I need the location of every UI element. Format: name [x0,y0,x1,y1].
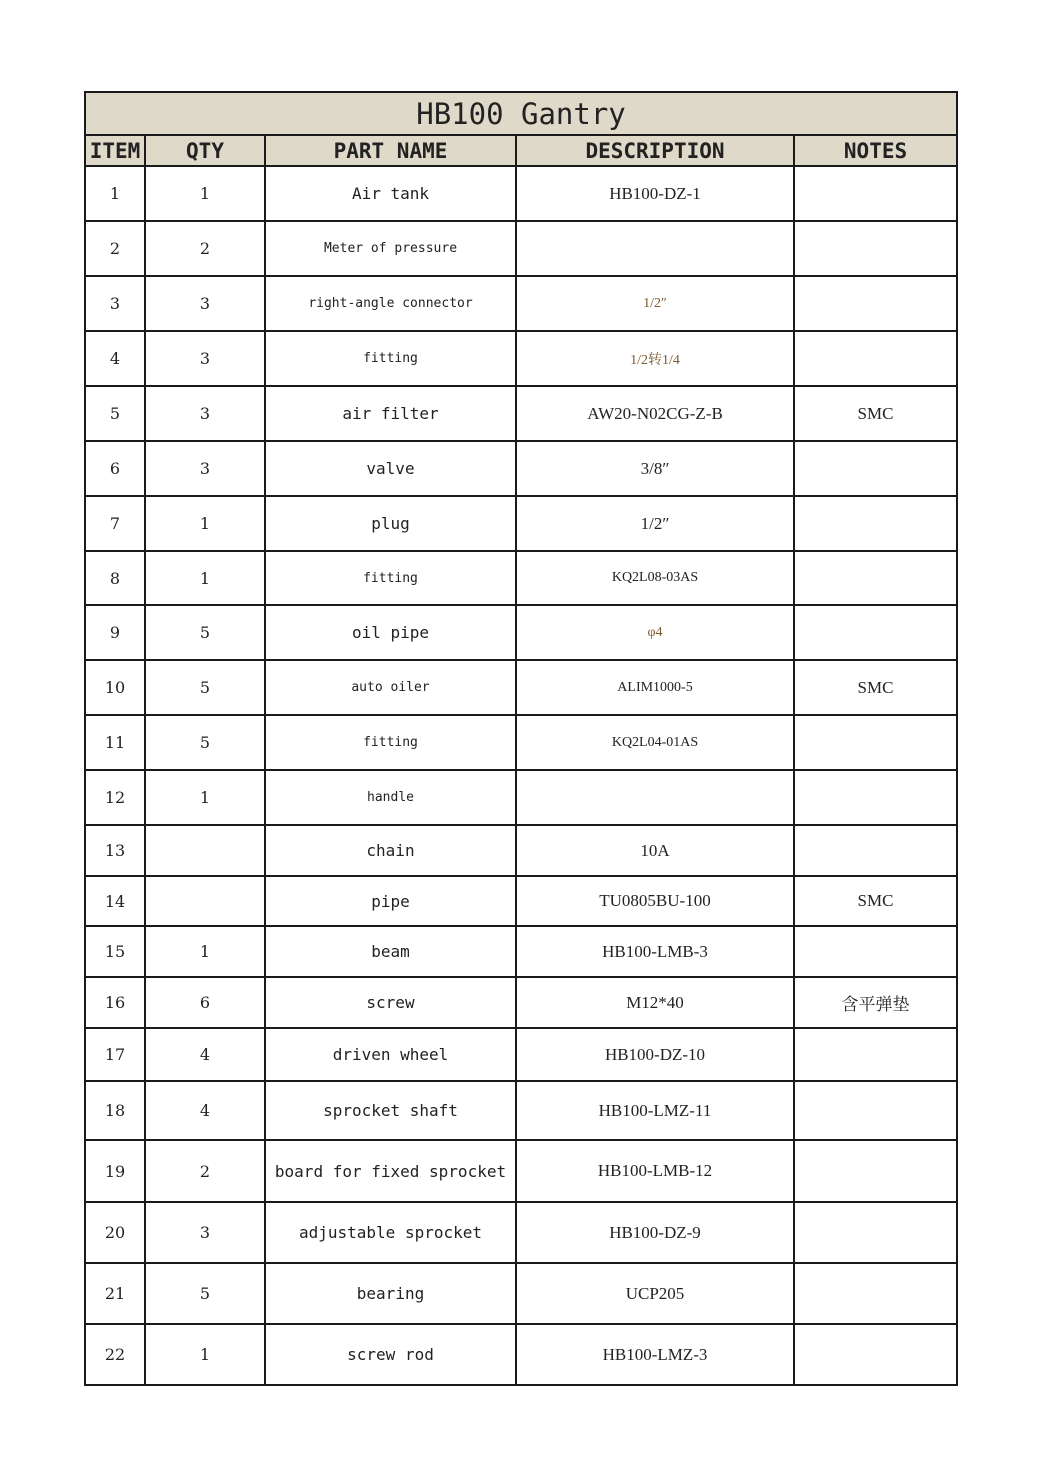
notes-cell [794,166,957,221]
table-row [85,496,957,551]
description-cell: 10A [516,825,794,876]
table-row [85,770,957,825]
item-cell: 6 [85,441,145,496]
notes-cell [794,825,957,876]
part-name-cell: fitting [265,551,516,605]
header-item: ITEM [85,135,145,166]
part-name-cell: pipe [265,876,516,926]
notes-cell: SMC [794,386,957,441]
description-cell: M12*40 [516,977,794,1028]
notes-cell [794,496,957,551]
qty-cell: 1 [145,770,265,825]
part-name-cell: sprocket shaft [265,1081,516,1140]
notes-cell [794,1140,957,1202]
item-cell: 1 [85,166,145,221]
part-name-cell: screw [265,977,516,1028]
item-cell: 5 [85,386,145,441]
table-row [85,1028,957,1081]
header-row [85,135,957,166]
qty-cell: 1 [145,166,265,221]
part-name-cell: Meter of pressure [265,221,516,276]
table-row [85,1202,957,1263]
item-cell: 8 [85,551,145,605]
table-row [85,825,957,876]
table-row [85,441,957,496]
qty-cell: 1 [145,551,265,605]
part-name-cell: oil pipe [265,605,516,660]
description-cell [516,221,794,276]
item-cell: 7 [85,496,145,551]
header-qty: QTY [145,135,265,166]
qty-cell: 1 [145,926,265,977]
table-row [85,221,957,276]
notes-cell [794,605,957,660]
table-row [85,331,957,386]
description-cell: 3/8″ [516,441,794,496]
part-name-cell: air filter [265,386,516,441]
notes-cell [794,331,957,386]
part-name-cell: Air tank [265,166,516,221]
qty-cell: 2 [145,221,265,276]
table-row [85,276,957,331]
item-cell: 22 [85,1324,145,1385]
description-cell: HB100-LMB-3 [516,926,794,977]
item-cell: 4 [85,331,145,386]
notes-cell [794,221,957,276]
qty-cell: 4 [145,1081,265,1140]
qty-cell: 6 [145,977,265,1028]
notes-cell [794,441,957,496]
description-cell: TU0805BU-100 [516,876,794,926]
part-name-cell: beam [265,926,516,977]
item-cell: 16 [85,977,145,1028]
description-cell: HB100-DZ-9 [516,1202,794,1263]
item-cell: 2 [85,221,145,276]
qty-cell: 3 [145,441,265,496]
header-notes: NOTES [794,135,957,166]
item-cell: 21 [85,1263,145,1324]
item-cell: 11 [85,715,145,770]
part-name-cell: bearing [265,1263,516,1324]
qty-cell: 5 [145,715,265,770]
table-row [85,876,957,926]
part-name-cell: screw rod [265,1324,516,1385]
notes-cell [794,1263,957,1324]
qty-cell: 3 [145,331,265,386]
description-cell: KQ2L08-03AS [516,551,794,605]
part-name-cell: fitting [265,331,516,386]
qty-cell: 5 [145,660,265,715]
part-name-cell: handle [265,770,516,825]
qty-cell: 3 [145,276,265,331]
item-cell: 18 [85,1081,145,1140]
description-cell: UCP205 [516,1263,794,1324]
part-name-cell: driven wheel [265,1028,516,1081]
item-cell: 10 [85,660,145,715]
title-row [85,92,957,135]
qty-cell: 1 [145,496,265,551]
description-cell: HB100-LMZ-3 [516,1324,794,1385]
description-cell: 1/2″ [516,496,794,551]
notes-cell [794,1028,957,1081]
part-name-cell: right-angle connector [265,276,516,331]
item-cell: 20 [85,1202,145,1263]
item-cell: 15 [85,926,145,977]
description-cell: 1/2转1/4 [516,331,794,386]
table-row [85,605,957,660]
table-title: HB100 Gantry [85,92,957,135]
qty-cell: 2 [145,1140,265,1202]
notes-cell [794,770,957,825]
table-row [85,715,957,770]
description-cell: φ4 [516,605,794,660]
notes-cell [794,715,957,770]
notes-cell: SMC [794,660,957,715]
description-cell: KQ2L04-01AS [516,715,794,770]
item-cell: 19 [85,1140,145,1202]
table-row [85,1324,957,1385]
item-cell: 3 [85,276,145,331]
notes-cell: 含平弹垫 [794,977,957,1028]
part-name-cell: auto oiler [265,660,516,715]
table-row [85,1140,957,1202]
description-cell: ALIM1000-5 [516,660,794,715]
notes-cell [794,1324,957,1385]
item-cell: 9 [85,605,145,660]
table-row [85,386,957,441]
table-row [85,1263,957,1324]
part-name-cell: board for fixed sprocket [265,1140,516,1202]
notes-cell [794,551,957,605]
description-cell: HB100-DZ-10 [516,1028,794,1081]
item-cell: 17 [85,1028,145,1081]
qty-cell [145,876,265,926]
description-cell: HB100-DZ-1 [516,166,794,221]
item-cell: 13 [85,825,145,876]
qty-cell: 3 [145,1202,265,1263]
qty-cell: 5 [145,605,265,660]
table-row [85,660,957,715]
description-cell: HB100-LMB-12 [516,1140,794,1202]
part-name-cell: plug [265,496,516,551]
item-cell: 12 [85,770,145,825]
notes-cell: SMC [794,876,957,926]
description-cell: 1/2″ [516,276,794,331]
table-row [85,166,957,221]
qty-cell: 4 [145,1028,265,1081]
table-row [85,551,957,605]
description-cell [516,770,794,825]
header-description: DESCRIPTION [516,135,794,166]
notes-cell [794,1081,957,1140]
parts-list-table [84,91,958,1386]
qty-cell [145,825,265,876]
description-cell: AW20-N02CG-Z-B [516,386,794,441]
table-row [85,926,957,977]
notes-cell [794,276,957,331]
qty-cell: 1 [145,1324,265,1385]
qty-cell: 3 [145,386,265,441]
table-row [85,977,957,1028]
description-cell: HB100-LMZ-11 [516,1081,794,1140]
part-name-cell: fitting [265,715,516,770]
part-name-cell: valve [265,441,516,496]
part-name-cell: adjustable sprocket [265,1202,516,1263]
part-name-cell: chain [265,825,516,876]
item-cell: 14 [85,876,145,926]
header-part-name: PART NAME [265,135,516,166]
table-row [85,1081,957,1140]
notes-cell [794,1202,957,1263]
qty-cell: 5 [145,1263,265,1324]
notes-cell [794,926,957,977]
